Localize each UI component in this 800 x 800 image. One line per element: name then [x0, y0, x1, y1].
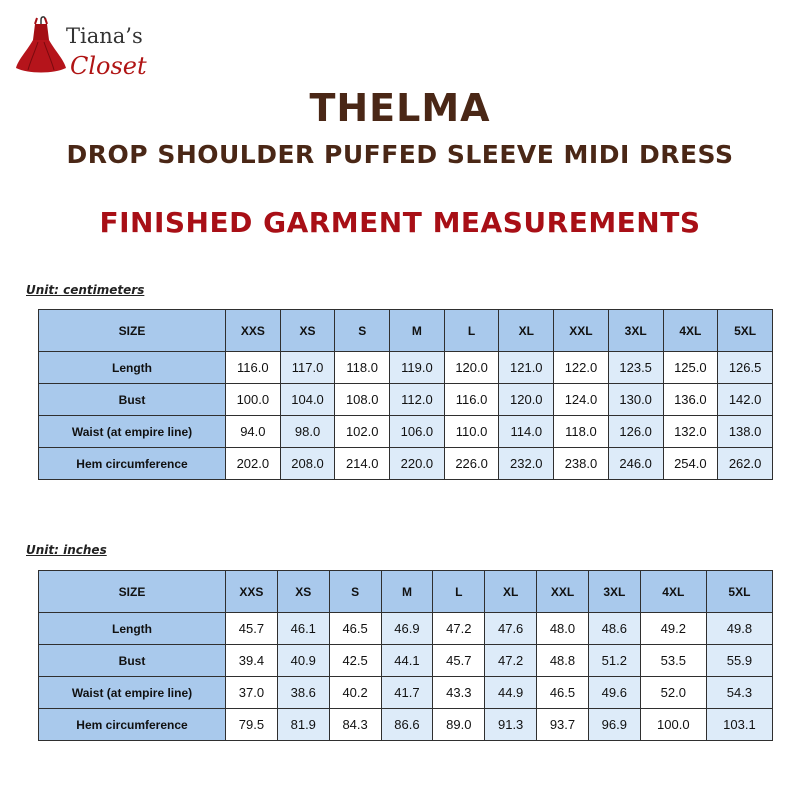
table-cell: 84.3 — [329, 709, 381, 741]
table-cell: 53.5 — [640, 645, 706, 677]
table-cell: 112.0 — [390, 384, 445, 416]
table-cell: 132.0 — [663, 416, 718, 448]
table-cell: 130.0 — [608, 384, 663, 416]
table-row — [39, 677, 773, 709]
table-cell: 49.6 — [588, 677, 640, 709]
table-cell: 118.0 — [554, 416, 609, 448]
row-label: Hem circumference — [39, 709, 226, 741]
table-cell: 116.0 — [226, 352, 281, 384]
table-cell: 45.7 — [226, 613, 278, 645]
brand-name-line1: Tiana’s — [66, 24, 143, 48]
table-cell: 44.1 — [381, 645, 433, 677]
table-cell: 138.0 — [718, 416, 773, 448]
table-cell: 79.5 — [226, 709, 278, 741]
table-cell: 38.6 — [277, 677, 329, 709]
table-cell: 47.2 — [485, 645, 537, 677]
column-header-xxs: XXS — [226, 310, 281, 352]
unit-label-centimeters: Unit: centimeters — [26, 283, 145, 297]
table-cell: 142.0 — [718, 384, 773, 416]
table-cell: 117.0 — [280, 352, 335, 384]
table-cell: 47.2 — [433, 613, 485, 645]
table-cell: 100.0 — [640, 709, 706, 741]
row-label: Length — [39, 352, 226, 384]
row-label: Hem circumference — [39, 448, 226, 480]
table-cell: 108.0 — [335, 384, 390, 416]
column-header-5xl: 5XL — [718, 310, 773, 352]
table-cell: 94.0 — [226, 416, 281, 448]
table-cell: 119.0 — [390, 352, 445, 384]
table-cell: 136.0 — [663, 384, 718, 416]
unit-label-inches: Unit: inches — [26, 543, 107, 557]
measurements-table-centimeters — [38, 309, 773, 480]
table-row — [39, 352, 773, 384]
table-row — [39, 448, 773, 480]
table-cell: 103.1 — [706, 709, 772, 741]
table-cell: 232.0 — [499, 448, 554, 480]
column-header-5xl: 5XL — [706, 571, 772, 613]
table-cell: 46.1 — [277, 613, 329, 645]
column-header-xxl: XXL — [537, 571, 589, 613]
product-subtitle: DROP SHOULDER PUFFED SLEEVE MIDI DRESS — [66, 140, 734, 169]
table-cell: 54.3 — [706, 677, 772, 709]
table-cell: 37.0 — [226, 677, 278, 709]
table-cell: 126.0 — [608, 416, 663, 448]
table-row — [39, 613, 773, 645]
table-cell: 49.2 — [640, 613, 706, 645]
row-label: Waist (at empire line) — [39, 677, 226, 709]
table-cell: 102.0 — [335, 416, 390, 448]
table-row — [39, 645, 773, 677]
table-cell: 86.6 — [381, 709, 433, 741]
table-cell: 43.3 — [433, 677, 485, 709]
measurements-table-inches — [38, 570, 773, 741]
column-header-xs: XS — [277, 571, 329, 613]
table-cell: 81.9 — [277, 709, 329, 741]
column-header-xl: XL — [485, 571, 537, 613]
table-cell: 98.0 — [280, 416, 335, 448]
table-cell: 126.5 — [718, 352, 773, 384]
table-cell: 114.0 — [499, 416, 554, 448]
table-cell: 55.9 — [706, 645, 772, 677]
column-header-4xl: 4XL — [663, 310, 718, 352]
table-cell: 110.0 — [444, 416, 499, 448]
table-cell: 48.8 — [537, 645, 589, 677]
column-header-s: S — [335, 310, 390, 352]
column-header-size: SIZE — [39, 310, 226, 352]
table-cell: 124.0 — [554, 384, 609, 416]
table-cell: 106.0 — [390, 416, 445, 448]
table-cell: 39.4 — [226, 645, 278, 677]
table-cell: 93.7 — [537, 709, 589, 741]
table-cell: 123.5 — [608, 352, 663, 384]
table-cell: 42.5 — [329, 645, 381, 677]
brand-name-line2: Closet — [70, 52, 147, 80]
table-cell: 121.0 — [499, 352, 554, 384]
table-cell: 46.9 — [381, 613, 433, 645]
table-cell: 51.2 — [588, 645, 640, 677]
column-header-xxs: XXS — [226, 571, 278, 613]
table-cell: 220.0 — [390, 448, 445, 480]
table-cell: 47.6 — [485, 613, 537, 645]
row-label: Waist (at empire line) — [39, 416, 226, 448]
table-cell: 208.0 — [280, 448, 335, 480]
table-row — [39, 416, 773, 448]
table-cell: 238.0 — [554, 448, 609, 480]
table-cell: 122.0 — [554, 352, 609, 384]
table-cell: 46.5 — [537, 677, 589, 709]
table-cell: 48.0 — [537, 613, 589, 645]
table-cell: 44.9 — [485, 677, 537, 709]
table-cell: 91.3 — [485, 709, 537, 741]
table-cell: 100.0 — [226, 384, 281, 416]
table-cell: 262.0 — [718, 448, 773, 480]
dress-icon — [14, 14, 68, 78]
table-cell: 104.0 — [280, 384, 335, 416]
table-cell: 116.0 — [444, 384, 499, 416]
product-title: THELMA — [309, 86, 491, 130]
table-cell: 246.0 — [608, 448, 663, 480]
column-header-xl: XL — [499, 310, 554, 352]
table-cell: 202.0 — [226, 448, 281, 480]
table-cell: 214.0 — [335, 448, 390, 480]
table-row — [39, 384, 773, 416]
table-cell: 46.5 — [329, 613, 381, 645]
table-header-row — [39, 571, 773, 613]
row-label: Bust — [39, 645, 226, 677]
table-row — [39, 709, 773, 741]
table-cell: 48.6 — [588, 613, 640, 645]
table-cell: 118.0 — [335, 352, 390, 384]
column-header-3xl: 3XL — [588, 571, 640, 613]
column-header-4xl: 4XL — [640, 571, 706, 613]
table-cell: 41.7 — [381, 677, 433, 709]
table-cell: 226.0 — [444, 448, 499, 480]
row-label: Length — [39, 613, 226, 645]
table-cell: 49.8 — [706, 613, 772, 645]
table-cell: 96.9 — [588, 709, 640, 741]
column-header-l: L — [444, 310, 499, 352]
table-cell: 52.0 — [640, 677, 706, 709]
table-cell: 120.0 — [499, 384, 554, 416]
brand-logo — [14, 14, 154, 84]
column-header-3xl: 3XL — [608, 310, 663, 352]
section-heading: FINISHED GARMENT MEASUREMENTS — [99, 206, 701, 239]
column-header-s: S — [329, 571, 381, 613]
column-header-xxl: XXL — [554, 310, 609, 352]
table-cell: 89.0 — [433, 709, 485, 741]
column-header-l: L — [433, 571, 485, 613]
table-cell: 120.0 — [444, 352, 499, 384]
table-header-row — [39, 310, 773, 352]
table-cell: 45.7 — [433, 645, 485, 677]
row-label: Bust — [39, 384, 226, 416]
column-header-xs: XS — [280, 310, 335, 352]
table-cell: 40.9 — [277, 645, 329, 677]
table-cell: 254.0 — [663, 448, 718, 480]
table-cell: 40.2 — [329, 677, 381, 709]
table-cell: 125.0 — [663, 352, 718, 384]
column-header-m: M — [381, 571, 433, 613]
column-header-size: SIZE — [39, 571, 226, 613]
column-header-m: M — [390, 310, 445, 352]
